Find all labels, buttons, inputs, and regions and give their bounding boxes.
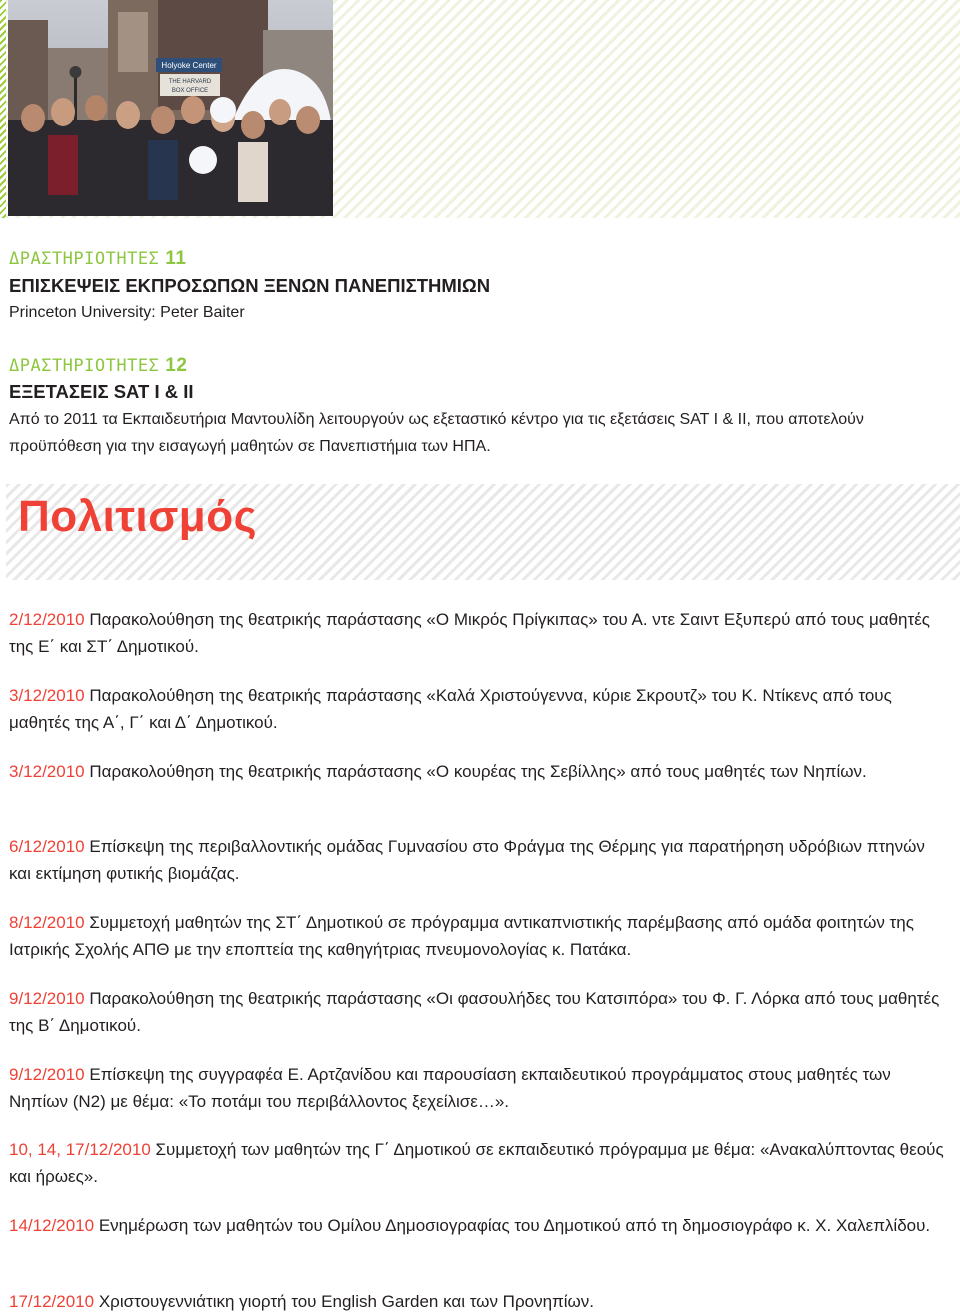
entry-date: 8/12/2010 <box>9 913 85 932</box>
group-photo <box>8 0 333 216</box>
entry-text: Επίσκεψη της συγγραφέα Ε. Αρτζανίδου και παρουσίαση εκπαιδευτικού προγράμματος στους μαθητές των Νηπίων (Ν2) με θέμα: «Το ποτάμι του περιβάλλοντος ξεχείλισε…». <box>9 1065 891 1111</box>
entry-date: 9/12/2010 <box>9 1065 85 1084</box>
entry-date: 3/12/2010 <box>9 762 85 781</box>
activity-body-12: Από το 2011 τα Εκπαιδευτήρια Μαντουλίδη λειτουργούν ως εξεταστικό κέντρο για τις εξετάσεις SAT I & II, που αποτελούν προϋπόθεση για την εισαγωγή μαθητών σε Πανεπιστήμια των ΗΠΑ. <box>9 411 864 455</box>
activity-label-12 <box>9 355 187 377</box>
activity-label-text: ΔΡΑΣΤΗΡΙΟΤΗΤΕΣ <box>9 356 160 376</box>
entry-date: 6/12/2010 <box>9 837 85 856</box>
entry <box>9 1212 949 1239</box>
entry-text: Χριστουγεννιάτικη γιορτή του English Garden και των Προνηπίων. <box>94 1292 595 1311</box>
entry <box>9 606 949 660</box>
activity-number: 11 <box>165 248 187 269</box>
activity-label-11 <box>9 248 186 270</box>
activity-body-11: Princeton University: Peter Baiter <box>9 304 245 321</box>
entry <box>9 682 949 736</box>
activity-number: 12 <box>165 355 188 376</box>
entry <box>9 1288 949 1315</box>
sign-harvard-line1: THE HARVARD <box>168 79 212 85</box>
entry <box>9 758 949 785</box>
entry-date: 3/12/2010 <box>9 686 85 705</box>
entry-date: 2/12/2010 <box>9 610 85 629</box>
activity-heading-11: ΕΠΙΣΚΕΨΕΙΣ ΕΚΠΡΟΣΩΠΩΝ ΞΕΝΩΝ ΠΑΝΕΠΙΣΤΗΜΙΩΝ <box>9 275 491 296</box>
section-banner <box>6 484 960 580</box>
entry <box>9 1136 949 1190</box>
entry-text: Συμμετοχή μαθητών της ΣΤ΄ Δημοτικού σε πρόγραμμα αντικαπνιστικής παρέμβασης από ομάδα φοιτητών της Ιατρικής Σχολής ΑΠΘ με την εποπτεία της καθηγήτριας πνευμονολογίας κ. Πατάκα. <box>9 913 914 959</box>
entry <box>9 909 949 963</box>
entry <box>9 833 949 887</box>
banner-title: Πολιτισμός <box>18 492 257 541</box>
entry-text: Παρακολούθηση της θεατρικής παράστασης «Οι φασουλήδες του Κατσιπόρα» του Φ. Γ. Λόρκα από τους μαθητές της Β΄ Δημοτικού. <box>9 989 940 1035</box>
activity-heading-12: ΕΞΕΤΑΣΕΙΣ SAT I & II <box>9 381 194 402</box>
entry-text: Επίσκεψη της περιβαλλοντικής ομάδας Γυμνασίου στο Φράγμα της Θέρμης για παρατήρηση υδρόβιων πτηνών και εκτίμηση φυτικής βιομάζας. <box>9 837 925 883</box>
entry-text: Παρακολούθηση της θεατρικής παράστασης «Ο κουρέας της Σεβίλλης» από τους μαθητές των Νηπίων. <box>84 762 867 781</box>
entry-date: 17/12/2010 <box>9 1292 95 1311</box>
entry-date: 9/12/2010 <box>9 989 85 1008</box>
sign-harvard-line2: BOX OFFICE <box>171 88 209 94</box>
entry-text: Παρακολούθηση της θεατρικής παράστασης «Ο Μικρός Πρίγκιπας» του Α. ντε Σαιντ Εξυπερύ από τους μαθητές της Ε΄ και ΣΤ΄ Δημοτικού. <box>9 610 930 656</box>
activity-label-text: ΔΡΑΣΤΗΡΙΟΤΗΤΕΣ <box>9 249 160 269</box>
entry-text: Παρακολούθηση της θεατρικής παράστασης «Καλά Χριστούγεννα, κύριε Σκρουτζ» του Κ. Ντίκενς από τους μαθητές της Α΄, Γ΄ και Δ΄ Δημοτικού. <box>9 686 892 732</box>
sign-holyoke: Holyoke Center <box>161 61 217 70</box>
entry <box>9 1061 949 1115</box>
entry-date: 14/12/2010 <box>9 1216 95 1235</box>
entry-date: 10, 14, 17/12/2010 <box>9 1140 151 1159</box>
entry <box>9 985 949 1039</box>
entry-text: Ενημέρωση των μαθητών του Ομίλου Δημοσιογραφίας του Δημοτικού από τη δημοσιογράφο κ. Χ. Χαλεπλίδου. <box>94 1216 931 1235</box>
entry-text: Συμμετοχή των μαθητών της Γ΄ Δημοτικού σε εκπαιδευτικό πρόγραμμα με θέμα: «Ανακαλύπτοντας θεούς και ήρωες». <box>9 1140 944 1186</box>
